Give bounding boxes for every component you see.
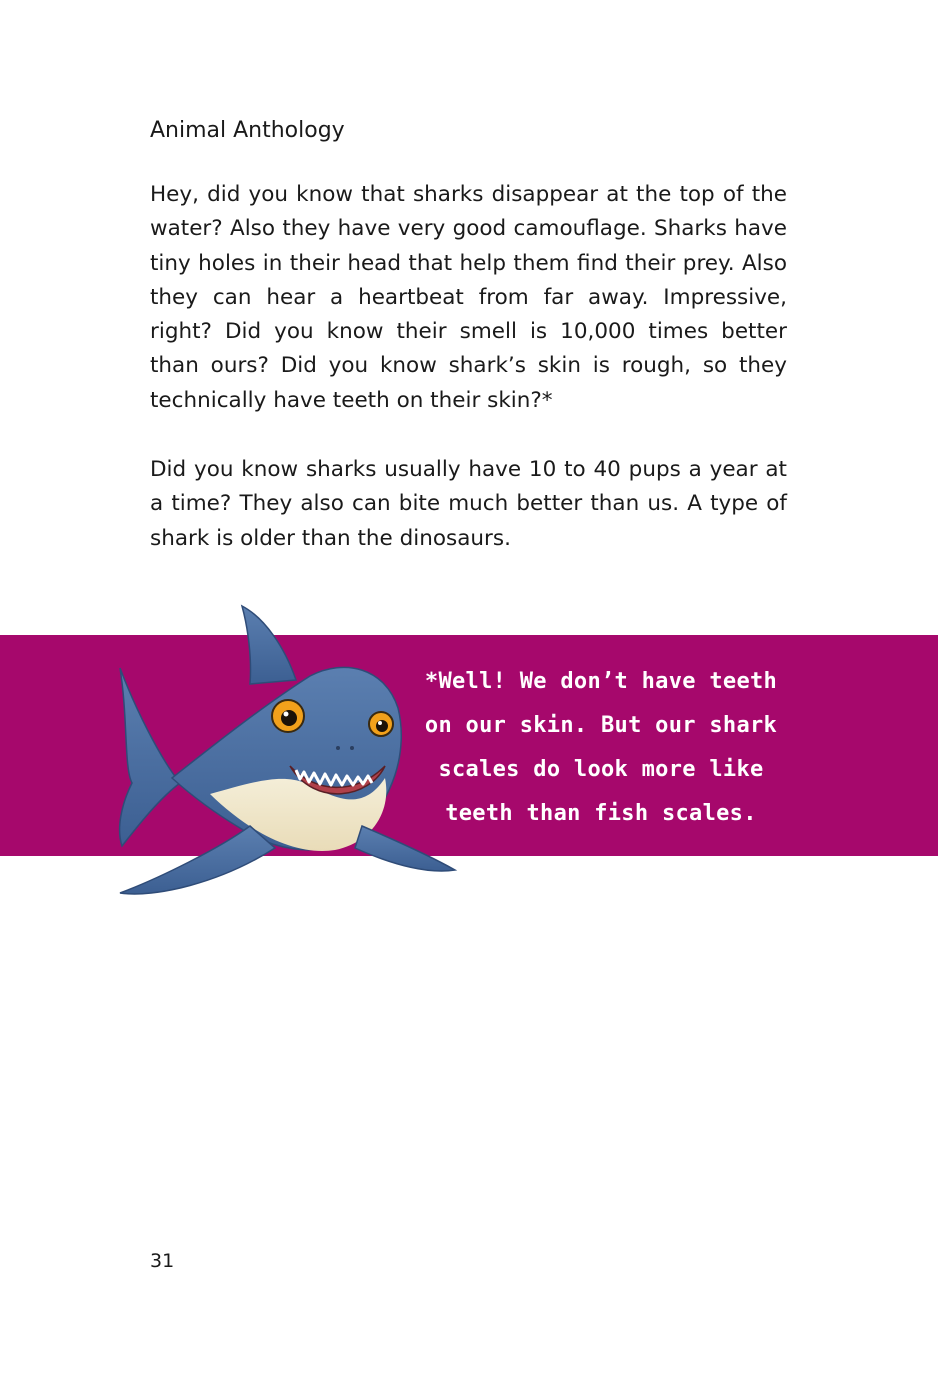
body-paragraph-1: Hey, did you know that sharks disappear at the top of the water? Also they have very good camouflage. Sharks have tiny holes in their head that help them find their prey. Also they can hear a heartbeat from far away. Impressive, right? Did you know their smell is 10,000 times better than ours? Did you know shark’s skin is rough, so they technically have teeth on their skin?* (150, 182, 787, 413)
callout-line-1: *Well! We don’t have teeth (424, 669, 778, 694)
page-header: Animal Anthology (150, 118, 345, 143)
callout-line-4: teeth than fish scales. (445, 801, 757, 826)
page-number: 31 (150, 1250, 175, 1272)
callout-line-3: scales do look more like (438, 757, 764, 782)
callout-text (405, 660, 797, 836)
body-paragraph-2: Did you know sharks usually have 10 to 40 pups a year at a time? They also can bite much better than us. A type of shark is older than the dinosaurs. (150, 457, 787, 551)
callout-line-2: on our skin. But our shark (424, 713, 778, 738)
